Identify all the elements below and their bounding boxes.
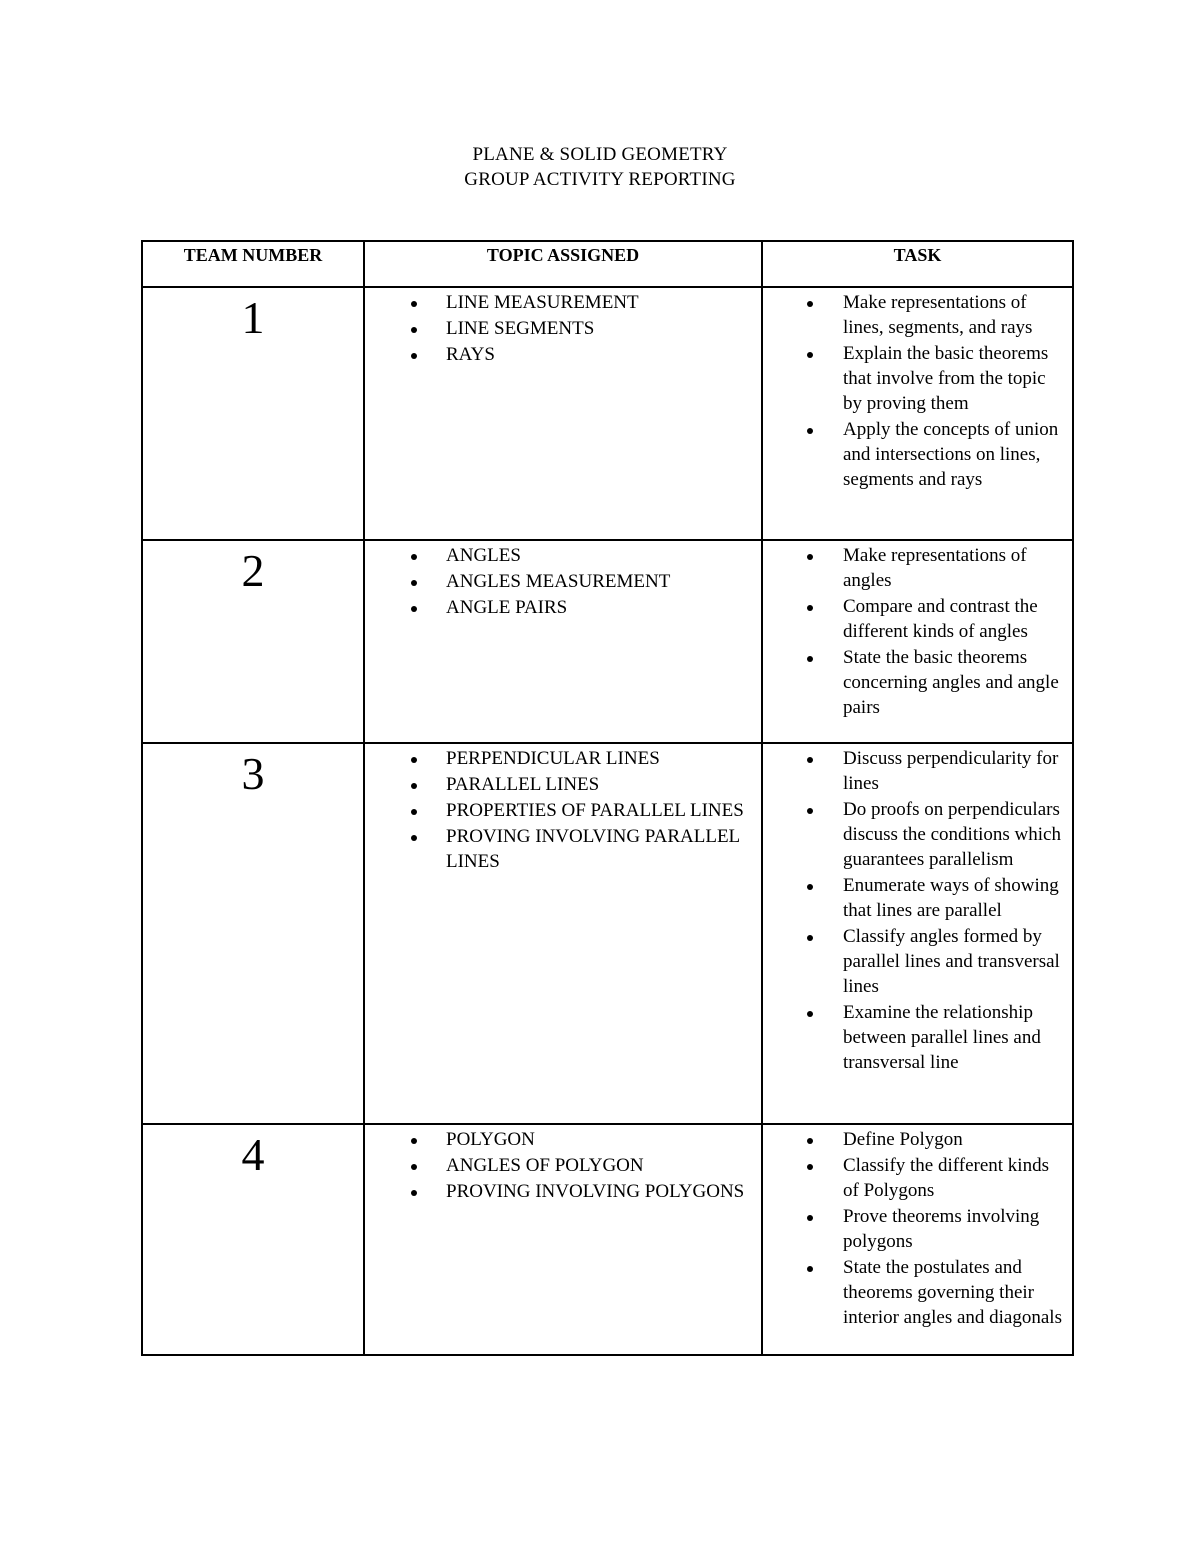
list-item: Apply the concepts of union and intersections on lines, segments and rays	[763, 417, 1072, 492]
bullet-icon	[411, 554, 417, 560]
bullet-icon	[411, 353, 417, 359]
team-number-cell	[142, 1124, 364, 1355]
list-item: State the postulates and theorems governing their interior angles and diagonals	[763, 1255, 1072, 1330]
team-number-cell	[142, 540, 364, 743]
bullet-icon	[411, 1190, 417, 1196]
task-cell	[762, 287, 1073, 540]
bullet-icon	[411, 327, 417, 333]
bullet-icon	[807, 1011, 813, 1017]
title-line-2: GROUP ACTIVITY REPORTING	[464, 169, 736, 190]
team-number-cell	[142, 743, 364, 1124]
team-number-cell	[142, 287, 364, 540]
bullet-icon	[411, 757, 417, 763]
bullet-icon	[411, 809, 417, 815]
list-item: Examine the relationship between parallel lines and transversal line	[763, 1000, 1072, 1075]
list-item: POLYGON	[365, 1127, 761, 1152]
table-row	[142, 540, 1073, 743]
task-cell	[762, 743, 1073, 1124]
bullet-icon	[411, 835, 417, 841]
list-item: ANGLES OF POLYGON	[365, 1153, 761, 1178]
bullet-icon	[807, 808, 813, 814]
list-item: RAYS	[365, 342, 761, 367]
bullet-icon	[807, 605, 813, 611]
team-number: 2	[241, 545, 265, 596]
bullet-icon	[807, 1266, 813, 1272]
header-task: TASK	[762, 241, 1073, 287]
bullet-icon	[807, 1138, 813, 1144]
task-list	[763, 1125, 1072, 1330]
table-row	[142, 1124, 1073, 1355]
task-cell	[762, 540, 1073, 743]
list-item: Classify angles formed by parallel lines and transversal lines	[763, 924, 1072, 999]
task-cell	[762, 1124, 1073, 1355]
bullet-icon	[807, 352, 813, 358]
bullet-icon	[411, 783, 417, 789]
list-item: PERPENDICULAR LINES	[365, 746, 761, 771]
list-item: PARALLEL LINES	[365, 772, 761, 797]
list-item: Compare and contrast the different kinds of angles	[763, 594, 1072, 644]
title-line-1: PLANE & SOLID GEOMETRY	[472, 144, 728, 165]
list-item: Classify the different kinds of Polygons	[763, 1153, 1072, 1203]
topic-list	[365, 541, 761, 620]
bullet-icon	[807, 1215, 813, 1221]
topic-cell	[364, 743, 762, 1124]
header-team-number: TEAM NUMBER	[142, 241, 364, 287]
list-item: Discuss perpendicularity for lines	[763, 746, 1072, 796]
bullet-icon	[807, 757, 813, 763]
list-item: LINE MEASUREMENT	[365, 290, 761, 315]
task-list	[763, 541, 1072, 720]
list-item: Explain the basic theorems that involve from the topic by proving them	[763, 341, 1072, 416]
list-item: Do proofs on perpendiculars discuss the conditions which guarantees parallelism	[763, 797, 1072, 872]
list-item: PROVING INVOLVING POLYGONS	[365, 1179, 761, 1204]
table-row	[142, 743, 1073, 1124]
bullet-icon	[807, 884, 813, 890]
topic-list	[365, 288, 761, 367]
document-title	[0, 142, 1200, 192]
bullet-icon	[807, 935, 813, 941]
topic-cell	[364, 1124, 762, 1355]
bullet-icon	[807, 554, 813, 560]
bullet-icon	[411, 1138, 417, 1144]
bullet-icon	[411, 1164, 417, 1170]
group-activity-table	[141, 240, 1074, 1356]
team-number: 4	[241, 1129, 265, 1180]
task-list	[763, 288, 1072, 492]
list-item: Make representations of lines, segments, and rays	[763, 290, 1072, 340]
topic-cell	[364, 287, 762, 540]
table-header-row	[142, 241, 1073, 287]
list-item: ANGLES	[365, 543, 761, 568]
list-item: Make representations of angles	[763, 543, 1072, 593]
team-number: 1	[241, 292, 265, 343]
table-row	[142, 287, 1073, 540]
bullet-icon	[411, 606, 417, 612]
topic-cell	[364, 540, 762, 743]
list-item: Enumerate ways of showing that lines are parallel	[763, 873, 1072, 923]
list-item: State the basic theorems concerning angles and angle pairs	[763, 645, 1072, 720]
header-topic-assigned: TOPIC ASSIGNED	[364, 241, 762, 287]
list-item: Prove theorems involving polygons	[763, 1204, 1072, 1254]
bullet-icon	[807, 428, 813, 434]
task-list	[763, 744, 1072, 1075]
topic-list	[365, 1125, 761, 1204]
bullet-icon	[411, 301, 417, 307]
list-item: PROVING INVOLVING PARALLEL LINES	[365, 824, 761, 874]
list-item: PROPERTIES OF PARALLEL LINES	[365, 798, 761, 823]
list-item: LINE SEGMENTS	[365, 316, 761, 341]
bullet-icon	[807, 656, 813, 662]
topic-list	[365, 744, 761, 874]
bullet-icon	[807, 1164, 813, 1170]
list-item: ANGLES MEASUREMENT	[365, 569, 761, 594]
list-item: Define Polygon	[763, 1127, 1072, 1152]
bullet-icon	[807, 301, 813, 307]
bullet-icon	[411, 580, 417, 586]
team-number: 3	[241, 748, 265, 799]
list-item: ANGLE PAIRS	[365, 595, 761, 620]
